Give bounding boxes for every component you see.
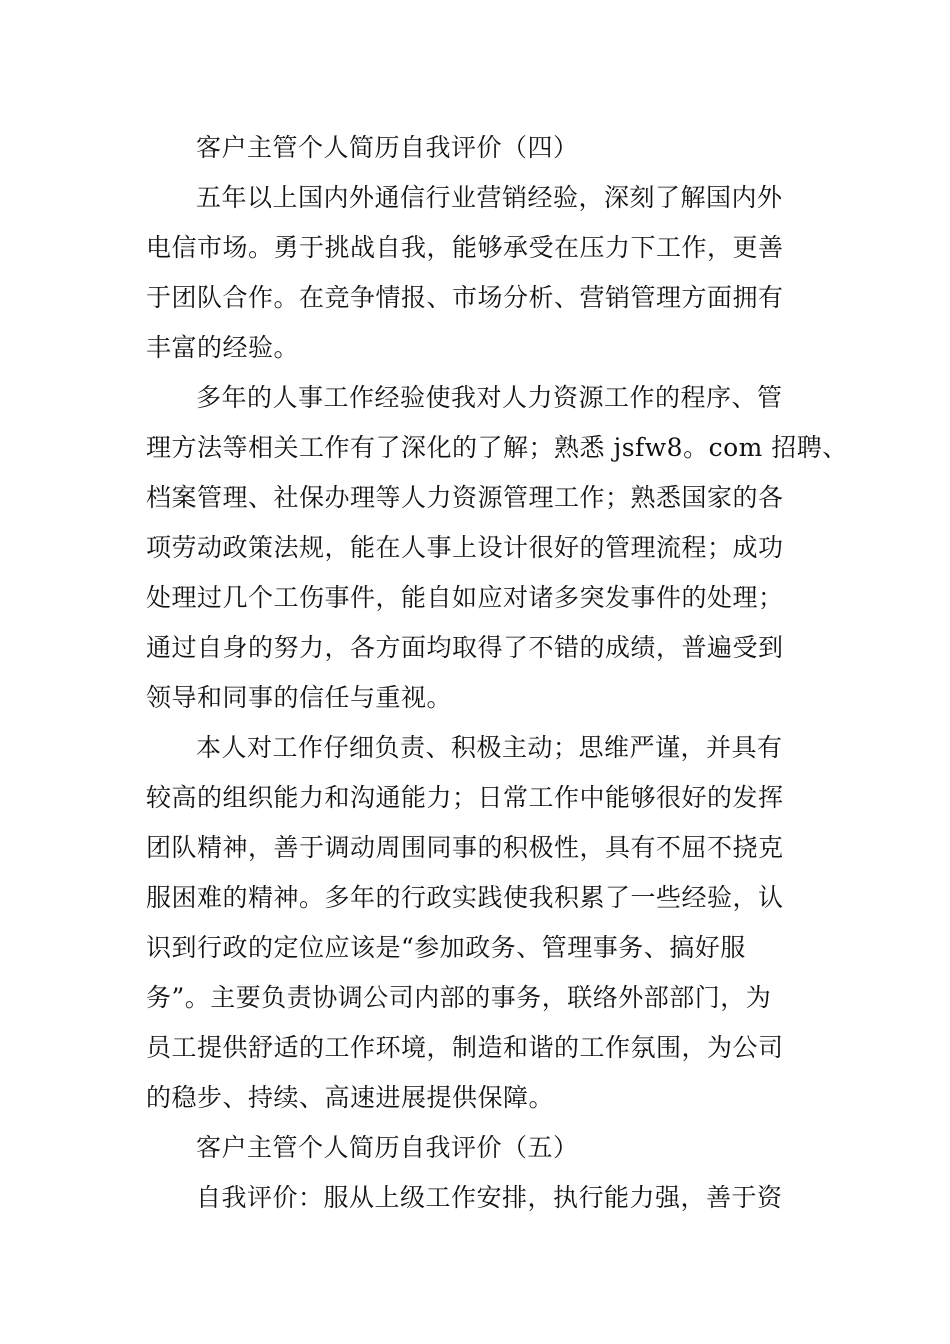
paragraph-line: 处理过几个工伤事件，能自如应对诸多突发事件的处理； <box>146 583 784 612</box>
paragraph-line: 较高的组织能力和沟通能力；日常工作中能够很好的发挥 <box>146 783 784 812</box>
section-heading-4: 客户主管个人简历自我评价（四） <box>196 133 579 162</box>
section-heading-5: 客户主管个人简历自我评价（五） <box>196 1133 579 1162</box>
paragraph-line: 于团队合作。在竞争情报、市场分析、营销管理方面拥有 <box>146 283 784 312</box>
paragraph-line: 理方法等相关工作有了深化的了解；熟悉 jsfw8。com 招聘、 <box>146 433 848 462</box>
paragraph-line: 五年以上国内外通信行业营销经验，深刻了解国内外 <box>196 183 783 212</box>
paragraph-line: 档案管理、社保办理等人力资源管理工作；熟悉国家的各 <box>146 483 784 512</box>
paragraph-line: 务”。主要负责协调公司内部的事务，联络外部部门，为 <box>146 983 772 1012</box>
paragraph-line: 的稳步、持续、高速进展提供保障。 <box>146 1083 555 1112</box>
paragraph-line: 电信市场。勇于挑战自我，能够承受在压力下工作，更善 <box>146 233 784 262</box>
paragraph-line: 识到行政的定位应该是“参加政务、管理事务、搞好服 <box>146 933 746 962</box>
paragraph-line: 自我评价：服从上级工作安排，执行能力强，善于资 <box>196 1183 783 1212</box>
paragraph-line: 领导和同事的信任与重视。 <box>146 683 453 712</box>
paragraph-line: 通过自身的努力，各方面均取得了不错的成绩，普遍受到 <box>146 633 784 662</box>
paragraph-line: 多年的人事工作经验使我对人力资源工作的程序、管 <box>196 383 783 412</box>
paragraph-line: 员工提供舒适的工作环境，制造和谐的工作氛围，为公司 <box>146 1033 784 1062</box>
paragraph-line: 服困难的精神。多年的行政实践使我积累了一些经验，认 <box>146 883 784 912</box>
paragraph-line: 本人对工作仔细负责、积极主动；思维严谨，并具有 <box>196 733 783 762</box>
paragraph-line: 丰富的经验。 <box>146 333 300 362</box>
paragraph-line: 团队精神，善于调动周围同事的积极性，具有不屈不挠克 <box>146 833 784 862</box>
paragraph-line: 项劳动政策法规，能在人事上设计很好的管理流程；成功 <box>146 533 784 562</box>
